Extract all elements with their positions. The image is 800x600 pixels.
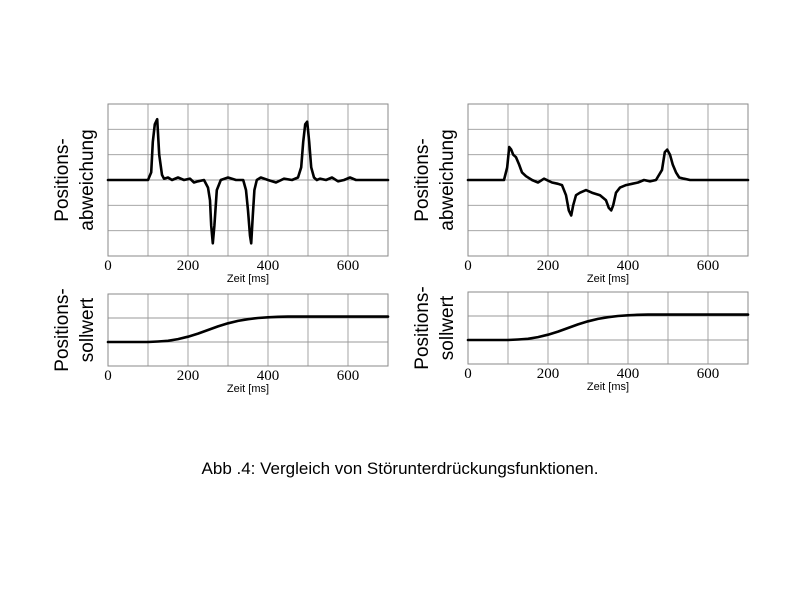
bottom-right-frame [468, 292, 748, 364]
figure-caption: Abb .4: Vergleich von Störunterdrückungsfunktionen. [201, 459, 599, 478]
bottom-right-xtick-label: 600 [696, 366, 720, 382]
bottom-right-ylabel-line2: sollwert [437, 295, 458, 361]
top-right-xtick-label: 400 [616, 258, 640, 274]
bottom-right-xlabel: Zeit [ms] [586, 381, 630, 393]
top-left-xtick-label: 200 [176, 258, 200, 274]
top-right-ylabel-line2: abweichung [437, 129, 458, 231]
bottom-left-xtick-label: 0 [104, 368, 112, 384]
bottom-left-frame [108, 294, 388, 366]
bottom-left-xtick-label: 600 [336, 368, 360, 384]
bottom-right-xtick-label: 200 [536, 366, 560, 382]
top-right-xtick-label: 600 [696, 258, 720, 274]
bottom-left-ylabel-line1: Positions- [52, 288, 73, 372]
top-left-xtick-label: 400 [256, 258, 280, 274]
bottom-left-ylabel-line2: sollwert [77, 297, 98, 363]
bottom-left-xtick-label: 200 [176, 368, 200, 384]
bottom-right-ylabel-line1: Positions- [412, 286, 433, 370]
top-left-ylabel-line1: Positions- [52, 138, 73, 222]
top-left-xlabel: Zeit [ms] [226, 273, 270, 285]
top-right-ylabel-line1: Positions- [412, 138, 433, 222]
bottom-right-series-line [468, 315, 748, 340]
bottom-right-xtick-label: 400 [616, 366, 640, 382]
top-left-series-line [108, 119, 388, 243]
bottom-left-series-line [108, 317, 388, 342]
top-left-xtick-label: 0 [104, 258, 112, 274]
top-right-xtick-label: 200 [536, 258, 560, 274]
bottom-left-xlabel: Zeit [ms] [226, 383, 270, 395]
bottom-left-xtick-label: 400 [256, 368, 280, 384]
top-right-xtick-label: 0 [464, 258, 472, 274]
top-right-xlabel: Zeit [ms] [586, 273, 630, 285]
top-left-xtick-label: 600 [336, 258, 360, 274]
bottom-right-xtick-label: 0 [464, 366, 472, 382]
top-left-ylabel-line2: abweichung [77, 129, 98, 231]
